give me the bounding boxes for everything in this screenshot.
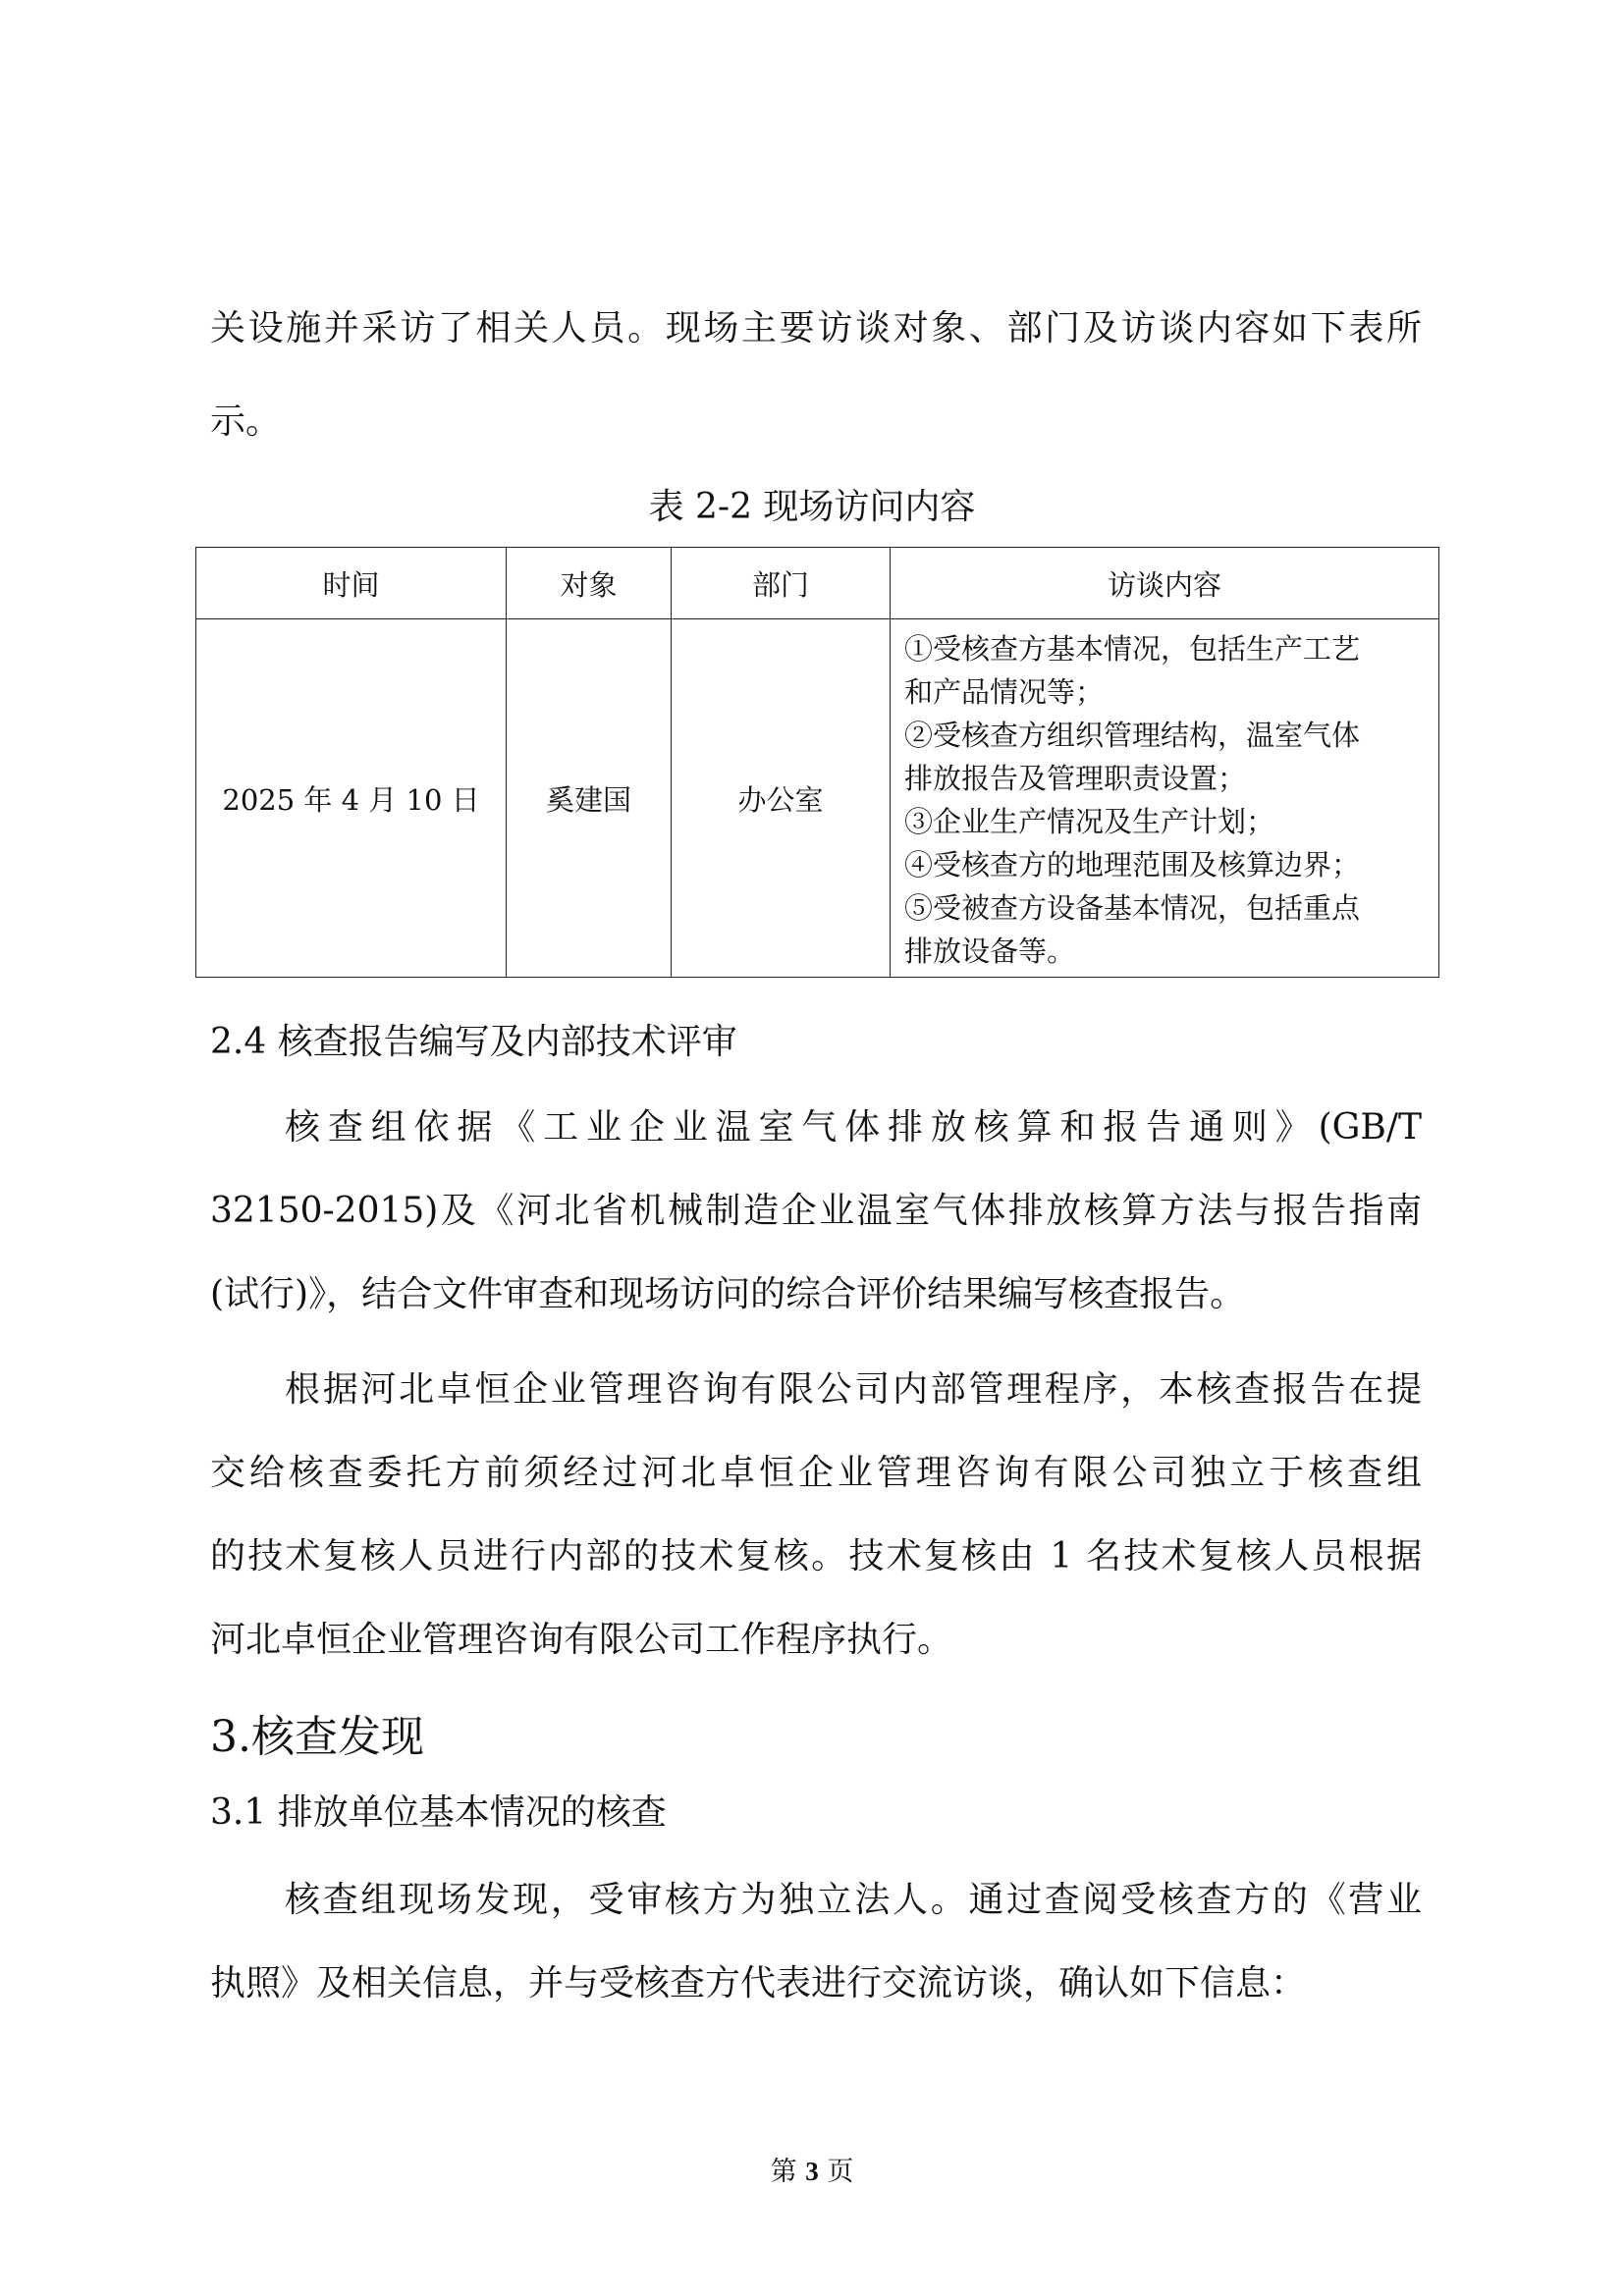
content-line: ④受核查方的地理范围及核算边界；	[904, 848, 1361, 881]
content-line: ①受核查方基本情况，包括生产工艺	[904, 632, 1361, 666]
para-2-4-1-line-1: 核查组依据《工业企业温室气体排放核算和报告通则》(GB/T	[285, 1107, 1422, 1148]
page-footer	[0, 2150, 1624, 2188]
cell-content	[891, 619, 1439, 978]
table-caption: 表 2-2 现场访问内容	[648, 487, 976, 527]
page-suffix: 页	[827, 2157, 854, 2187]
table-header-row	[196, 548, 1439, 619]
intro-line-2: 示。	[210, 401, 282, 442]
header-person: 对象	[507, 548, 672, 619]
para-2-4-1-line-3: (试行)》，结合文件审查和现场访问的综合评价结果编写核查报告。	[210, 1274, 1246, 1314]
para-2-4-2-line-3: 的技术复核人员进行内部的技术复核。技术复核由 1 名技术复核人员根据	[210, 1536, 1422, 1576]
page-number: 3	[805, 2157, 819, 2186]
table-row	[196, 619, 1439, 978]
heading-2-4: 2.4 核查报告编写及内部技术评审	[210, 1022, 737, 1062]
heading-3: 3.核查发现	[210, 1712, 424, 1762]
header-content: 访谈内容	[891, 548, 1439, 619]
para-2-4-2-line-1: 根据河北卓恒企业管理咨询有限公司内部管理程序，本核查报告在提	[285, 1369, 1422, 1410]
interview-table	[195, 547, 1439, 978]
content-line: 和产品情况等；	[904, 675, 1105, 709]
heading-3-1: 3.1 排放单位基本情况的核查	[210, 1792, 667, 1833]
header-time: 时间	[196, 548, 507, 619]
content-line: ②受核查方组织管理结构，温室气体	[904, 719, 1361, 752]
cell-time: 2025 年 4 月 10 日	[196, 619, 507, 978]
para-3-1-line-1: 核查组现场发现，受审核方为独立法人。通过查阅受核查方的《营业	[285, 1880, 1422, 1920]
content-line: 排放报告及管理职责设置；	[904, 762, 1247, 795]
content-line: ③企业生产情况及生产计划；	[904, 805, 1275, 838]
para-2-4-1-line-2: 32150-2015)及《河北省机械制造企业温室气体排放核算方法与报告指南	[210, 1191, 1422, 1231]
para-3-1-line-2: 执照》及相关信息，并与受核查方代表进行交流访谈，确认如下信息：	[210, 1963, 1307, 2003]
para-2-4-2-line-2: 交给核查委托方前须经过河北卓恒企业管理咨询有限公司独立于核查组	[210, 1453, 1422, 1493]
header-department: 部门	[672, 548, 891, 619]
para-2-4-2-line-4: 河北卓恒企业管理咨询有限公司工作程序执行。	[210, 1620, 953, 1660]
intro-line-1: 关设施并采访了相关人员。现场主要访谈对象、部门及访谈内容如下表所	[210, 308, 1422, 348]
content-line: 排放设备等。	[904, 934, 1076, 968]
page-prefix: 第	[770, 2157, 797, 2187]
cell-person: 奚建国	[507, 619, 672, 978]
cell-department: 办公室	[672, 619, 891, 978]
content-line: ⑤受被查方设备基本情况，包括重点	[904, 891, 1361, 925]
